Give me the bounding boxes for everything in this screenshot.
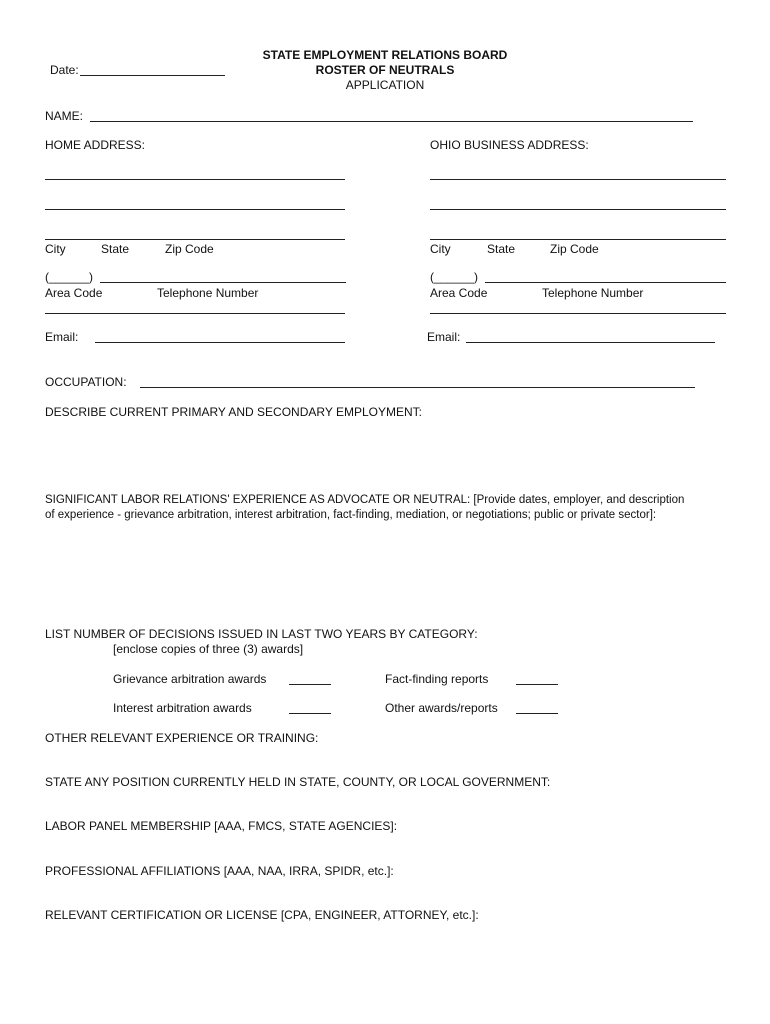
business-address-line-2[interactable]: [430, 209, 726, 210]
home-area-code-field[interactable]: (______): [45, 270, 94, 284]
business-telephone-field[interactable]: [485, 282, 726, 283]
experience-heading-line-2: of experience - grievance arbitration, interest arbitration, fact-finding, mediation, or negotiations; public or private sector]:: [45, 509, 657, 521]
grievance-awards-label: Grievance arbitration awards: [113, 672, 267, 686]
date-label: Date:: [50, 63, 79, 77]
interest-awards-label: Interest arbitration awards: [113, 701, 252, 715]
experience-heading-line-1: SIGNIFICANT LABOR RELATIONS' EXPERIENCE AS ADVOCATE OR NEUTRAL: [Provide dates, employer, and description: [45, 494, 685, 506]
business-address-line-3[interactable]: [430, 239, 726, 240]
labor-panel-heading: LABOR PANEL MEMBERSHIP [AAA, FMCS, STATE AGENCIES]:: [45, 819, 398, 833]
decisions-heading: LIST NUMBER OF DECISIONS ISSUED IN LAST TWO YEARS BY CATEGORY:: [45, 627, 478, 641]
home-city-label: City: [45, 242, 66, 256]
certification-heading: RELEVANT CERTIFICATION OR LICENSE [CPA, ENGINEER, ATTORNEY, etc.]:: [45, 908, 479, 922]
business-area-code-label: Area Code: [430, 286, 488, 300]
home-email-field[interactable]: [95, 342, 345, 343]
other-awards-field[interactable]: [516, 713, 558, 714]
date-field[interactable]: [80, 75, 225, 76]
home-address-line-3[interactable]: [45, 239, 345, 240]
business-city-label: City: [430, 242, 451, 256]
home-telephone-field[interactable]: [100, 282, 346, 283]
business-telephone-label: Telephone Number: [542, 286, 644, 300]
other-awards-label: Other awards/reports: [385, 701, 498, 715]
occupation-label: OCCUPATION:: [45, 375, 127, 389]
business-extra-line[interactable]: [430, 313, 726, 314]
business-area-code-field[interactable]: (______): [430, 270, 479, 284]
fact-finding-label: Fact-finding reports: [385, 672, 489, 686]
home-address-line-2[interactable]: [45, 209, 345, 210]
home-address-line-1[interactable]: [45, 179, 345, 180]
fact-finding-field[interactable]: [516, 684, 558, 685]
home-address-label: HOME ADDRESS:: [45, 138, 146, 152]
government-position-heading: STATE ANY POSITION CURRENTLY HELD IN STATE, COUNTY, OR LOCAL GOVERNMENT:: [45, 775, 551, 789]
form-title: STATE EMPLOYMENT RELATIONS BOARD: [262, 48, 508, 62]
affiliations-heading: PROFESSIONAL AFFILIATIONS [AAA, NAA, IRRA, SPIDR, etc.]:: [45, 864, 394, 878]
interest-awards-field[interactable]: [289, 713, 331, 714]
business-email-field[interactable]: [466, 342, 715, 343]
business-state-label: State: [487, 242, 516, 256]
business-zip-label: Zip Code: [550, 242, 599, 256]
ohio-business-address-label: OHIO BUSINESS ADDRESS:: [430, 138, 589, 152]
home-state-label: State: [101, 242, 130, 256]
employment-heading: DESCRIBE CURRENT PRIMARY AND SECONDARY EMPLOYMENT:: [45, 405, 422, 419]
name-label: NAME:: [45, 109, 84, 123]
form-subtitle-application: APPLICATION: [345, 78, 425, 92]
other-experience-heading: OTHER RELEVANT EXPERIENCE OR TRAINING:: [45, 731, 319, 745]
decisions-note: [enclose copies of three (3) awards]: [113, 642, 304, 656]
home-email-label: Email:: [45, 330, 79, 344]
home-zip-label: Zip Code: [165, 242, 214, 256]
occupation-field[interactable]: [140, 387, 695, 388]
form-subtitle-roster: ROSTER OF NEUTRALS: [315, 63, 455, 77]
home-area-code-label: Area Code: [45, 286, 103, 300]
home-telephone-label: Telephone Number: [157, 286, 259, 300]
business-email-label: Email:: [427, 330, 461, 344]
name-field[interactable]: [90, 121, 693, 122]
home-extra-line[interactable]: [45, 313, 345, 314]
grievance-awards-field[interactable]: [289, 684, 331, 685]
business-address-line-1[interactable]: [430, 179, 726, 180]
